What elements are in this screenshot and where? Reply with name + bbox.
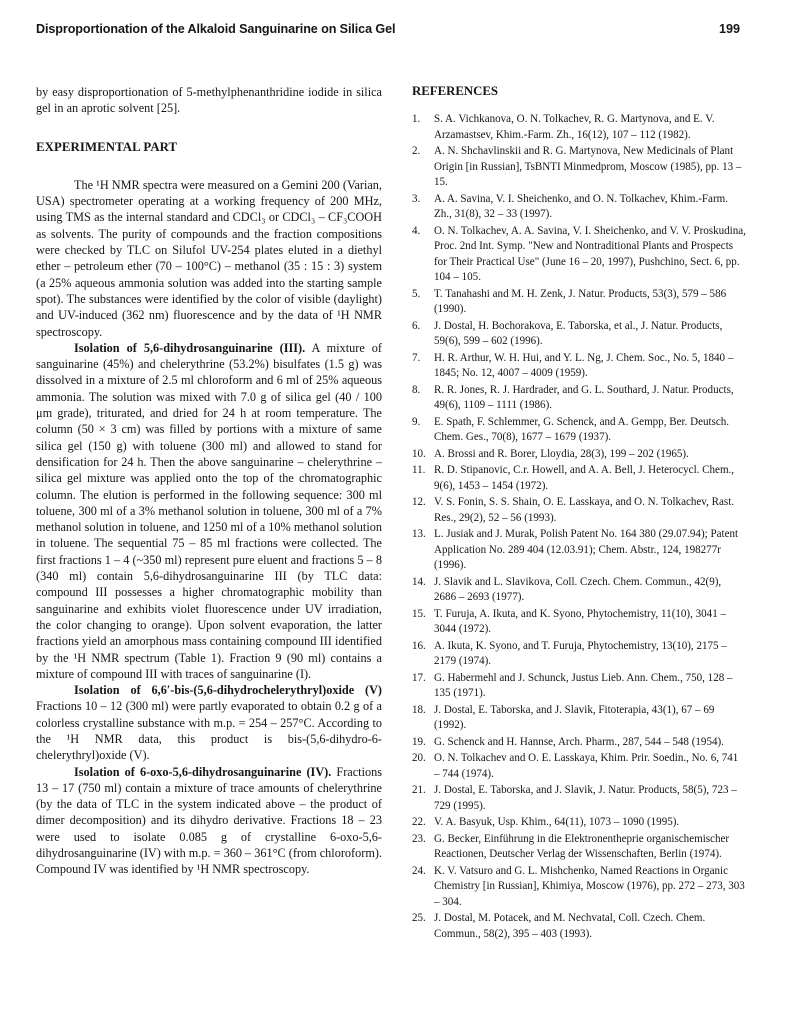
reference-number: 17.: [412, 671, 426, 684]
reference-item: [412, 607, 746, 638]
reference-text: G. Schenck and H. Hannse, Arch. Pharm., 287, 544 – 548 (1954).: [434, 735, 724, 748]
reference-number: 21.: [412, 784, 426, 797]
isolation-v-text: Fractions 10 – 12 (300 ml) were partly evaporated to obtain 0.2 g of a colorless crystalline substance with m.p. = 254 – 257°C. According to the ¹H NMR data, this product is bis-(5,6-dihydro-6-chelerythryl)oxide (V).: [36, 699, 382, 763]
page-number: 199: [718, 22, 740, 36]
reference-text: J. Dostal, E. Taborska, and J. Slavik, J. Natur. Products, 58(5), 723 – 729 (1995).: [434, 784, 737, 812]
isolation-iii-text: A mixture of sanguinarine (45%) and chelerythrine (53.2%) bisulfates (1.5 g) was dissolved in a mixture of 2.5 ml chloroform and 6 ml of 25% aqueous ammonia. The solution was mixed with 7.0 g of silica gel (40 / 100 μm grade), triturated, and dried for 24 h at room temperature. The column (50 × 3 cm) was filled by portions with a mixture of same silica gel (150 g) with toluene (300 ml) and allowed to stand for densification for 24 h. Then the above sanguinarine – chelerythrine – silica gel mixture was applied onto the top of the chromatographic column. The elution is performed in the following sequence: 300 ml toluene, 300 ml of a 3% methanol solution in toluene, 300 ml of a 7% methanol solution in toluene, and 1250 ml of a 10% methanol solution in toluene. The sequential 75 – 85 ml fractions were collected. The first fractions 1 – 4 (~350 ml) represent pure eluent and fractions 5 – 8 (340 ml) contain 5,6-dihydrosanguinarine III (by TLC data: compound III possesses a higher chromatographic mobility than sanguinarine and exhibits violet fluorescence under UV irradiation, the color changing to orange). Upon solvent evaporation, the latter fractions yield an amorphous mass containing compound III identified by the ¹H NMR spectrum (Table 1). Fraction 9 (90 ml) contains a mixture of compound III with traces of sanguinarine (I).: [36, 340, 382, 681]
reference-item: [412, 735, 746, 750]
running-title: Disproportionation of the Alkaloid Sanguinarine on Silica Gel: [36, 22, 396, 36]
reference-item: [412, 351, 746, 382]
reference-number: 14.: [412, 575, 426, 588]
references-heading: REFERENCES: [412, 84, 499, 98]
reference-item: [412, 703, 746, 734]
reference-text: K. V. Vatsuro and G. L. Mishchenko, Named Reactions in Organic Chemistry [in Russian], Khimiya, Moscow (1976), pp. 272 – 273, 303 – 304.: [434, 864, 745, 908]
isolation-iv-heading: Isolation of 6-oxo-5,6-dihydrosanguinarine (IV).: [74, 764, 332, 779]
reference-text: G. Habermehl and J. Schunck, Justus Lieb. Ann. Chem., 750, 128 – 135 (1971).: [434, 671, 733, 700]
reference-text: A. N. Shchavlinskii and R. G. Martynova, New Medicinals of Plant Origin [in Russian], TsBNTI Minmedprom, Moscow (1985), pp. 13 – 15.: [434, 145, 742, 189]
reference-number: 18.: [412, 703, 426, 716]
reference-text: G. Becker, Einführung in die Elektronentheprie organischemischer Reactionen, Deutscher Verlag der Wissenschaften, Berlin (1974).: [434, 832, 730, 861]
isolation-iii-paragraph: [36, 340, 382, 682]
reference-number: 5.: [412, 287, 421, 300]
experimental-heading: EXPERIMENTAL PART: [36, 139, 178, 154]
reference-number: 6.: [412, 319, 421, 332]
reference-number: 8.: [412, 383, 421, 396]
reference-item: [412, 911, 746, 942]
reference-item: [412, 671, 746, 702]
reference-number: 20.: [412, 752, 426, 765]
reference-text: V. A. Basyuk, Usp. Khim., 64(11), 1073 – 1090 (1995).: [434, 816, 680, 829]
reference-number: 25.: [412, 912, 426, 925]
reference-number: 13.: [412, 528, 426, 541]
reference-text: T. Tanahashi and M. H. Zenk, J. Natur. Products, 53(3), 579 – 586 (1990).: [434, 287, 727, 316]
reference-text: J. Dostal, E. Taborska, and J. Slavik, Fitoterapia, 43(1), 67 – 69 (1992).: [434, 703, 715, 732]
reference-item: [412, 575, 746, 606]
reference-number: 11.: [412, 464, 426, 477]
reference-text: J. Dostal, M. Potacek, and M. Nechvatal, Coll. Czech. Chem. Commun., 58(2), 395 – 403 (1993).: [434, 912, 706, 940]
reference-item: [412, 287, 746, 318]
reference-text: A. A. Savina, V. I. Sheichenko, and O. N. Tolkachev, Khim.-Farm. Zh., 31(8), 32 – 33 (1997).: [434, 192, 728, 221]
reference-item: [412, 864, 746, 910]
left-column: [36, 84, 382, 878]
reference-text: J. Slavik and L. Slavikova, Coll. Czech. Chem. Commun., 42(9), 2686 – 2693 (1977).: [434, 575, 722, 604]
reference-text: L. Jusiak and J. Murak, Polish Patent No. 164 380 (29.07.94); Patent Application No. 289 404 (12.03.91); Chem. Abstr., 124, 198277r (1996).: [434, 528, 739, 572]
reference-item: [412, 192, 746, 223]
reference-list: [412, 112, 746, 942]
reference-item: [412, 224, 746, 286]
reference-text: O. N. Tolkachev and O. E. Lasskaya, Khim. Prir. Soedin., No. 6, 741 – 744 (1974).: [434, 752, 739, 780]
reference-text: A. Brossi and R. Borer, Lloydia, 28(3), 199 – 202 (1965).: [434, 447, 689, 460]
intro-paragraph: by easy disproportionation of 5-methylphenanthridine iodide in silica gel in an aprotic solvent [25].: [36, 85, 382, 116]
reference-text: E. Spath, F. Schlemmer, G. Schenck, and A. Gempp, Ber. Deutsch. Chem. Ges., 70(8), 1677 – 1679 (1937).: [434, 415, 730, 444]
page-header: [36, 22, 740, 42]
reference-item: [412, 527, 746, 573]
reference-number: 23.: [412, 832, 426, 845]
reference-number: 2.: [412, 145, 421, 158]
reference-item: [412, 112, 746, 143]
references-column: [412, 84, 746, 943]
reference-item: [412, 383, 746, 414]
reference-number: 10.: [412, 447, 426, 460]
reference-item: [412, 751, 746, 782]
reference-item: [412, 447, 746, 462]
reference-item: [412, 319, 746, 350]
isolation-iii-heading: Isolation of 5,6-dihydrosanguinarine (III).: [74, 340, 306, 355]
isolation-iv-text: Fractions 13 – 17 (750 ml) contain a mixture of trace amounts of chelerythrine (by the data of TLC in the system indicated above – the product of dimer decomposition) and its dihydro derivative. Fractions 18 – 23 were used to isolate 0.085 g of crystalline 6-oxo-5,6-dihydrosanguinarine (IV) with m.p. = 360 – 361°C (from chloroform). Compound IV was identified by ¹H NMR spectroscopy.: [36, 764, 382, 877]
isolation-iv-paragraph: [36, 764, 382, 878]
reference-item: [412, 415, 746, 446]
reference-number: 24.: [412, 864, 426, 877]
reference-item: [412, 144, 746, 190]
reference-item: [412, 463, 746, 494]
reference-item: [412, 639, 746, 670]
reference-text: J. Dostal, H. Bochorakova, E. Taborska, et al., J. Natur. Products, 59(6), 599 – 602 (1996).: [434, 319, 723, 348]
isolation-v-paragraph: [36, 682, 382, 763]
reference-item: [412, 495, 746, 526]
reference-number: 3.: [412, 192, 421, 205]
reference-text: S. A. Vichkanova, O. N. Tolkachev, R. G. Martynova, and E. V. Arzamastsev, Khim.-Farm. Zh., 16(12), 107 – 112 (1982).: [434, 113, 715, 141]
reference-number: 15.: [412, 607, 426, 620]
reference-text: R. R. Jones, R. J. Hardrader, and G. L. Southard, J. Natur. Products, 49(6), 1109 – 1111 (1986).: [434, 383, 734, 412]
reference-item: [412, 832, 746, 863]
reference-number: 4.: [412, 224, 421, 237]
reference-number: 12.: [412, 496, 426, 509]
reference-text: T. Furuja, A. Ikuta, and K. Syono, Phytochemistry, 11(10), 3041 – 3044 (1972).: [434, 607, 726, 636]
reference-number: 19.: [412, 735, 426, 748]
reference-text: A. Ikuta, K. Syono, and T. Furuja, Phytochemistry, 13(10), 2175 – 2179 (1974).: [434, 639, 727, 668]
reference-item: [412, 815, 746, 830]
reference-text: H. R. Arthur, W. H. Hui, and Y. L. Ng, J. Chem. Soc., No. 5, 1840 – 1845; No. 12, 4007 – 4009 (1959).: [434, 351, 734, 380]
reference-text: O. N. Tolkachev, A. A. Savina, V. I. Sheichenko, and V. V. Proskudina, Proc. 2nd Int. Symp. "New and Nontraditional Plants and Prospects for Their Practical Use" (June 16 – 20, 1997), Pushchino, Sect. 6, pp. 104 – 105.: [434, 224, 746, 284]
reference-text: V. S. Fonin, S. S. Shain, O. E. Lasskaya, and O. N. Tolkachev, Rast. Res., 29(2), 52 – 56 (1993).: [434, 496, 735, 524]
reference-number: 9.: [412, 415, 421, 428]
reference-number: 22.: [412, 816, 426, 829]
isolation-v-heading: Isolation of 6,6′-bis-(5,6-dihydrochelerythryl)oxide (V): [74, 683, 382, 698]
reference-text: R. D. Stipanovic, C.r. Howell, and A. A. Bell, J. Heterocycl. Chem., 9(6), 1453 – 1454 (1972).: [434, 464, 735, 492]
reference-number: 1.: [412, 113, 421, 126]
reference-number: 7.: [412, 351, 421, 364]
reference-item: [412, 783, 746, 814]
methods-paragraph: The ¹H NMR spectra were measured on a Gemini 200 (Varian, USA) spectrometer operating at a working frequency of 200 MHz, using TMS as the internal standard and CDCl₃ or CDCl₃ – CF₃COOH as solvents. The purity of compounds and the fraction compositions were checked by TLC on Silufol UV-254 plates eluted in a diethyl ether – petroleum ether (70 – 100°C) – methanol (35 : 15 : 3) system (a 25% aqueous ammonia solution was added into the starting sample spot). The substances were identified by the color of visible (daylight) and UV-induced (362 nm) fluorescence and by the data of ¹H NMR spectroscopy.: [36, 177, 382, 339]
reference-number: 16.: [412, 639, 426, 652]
